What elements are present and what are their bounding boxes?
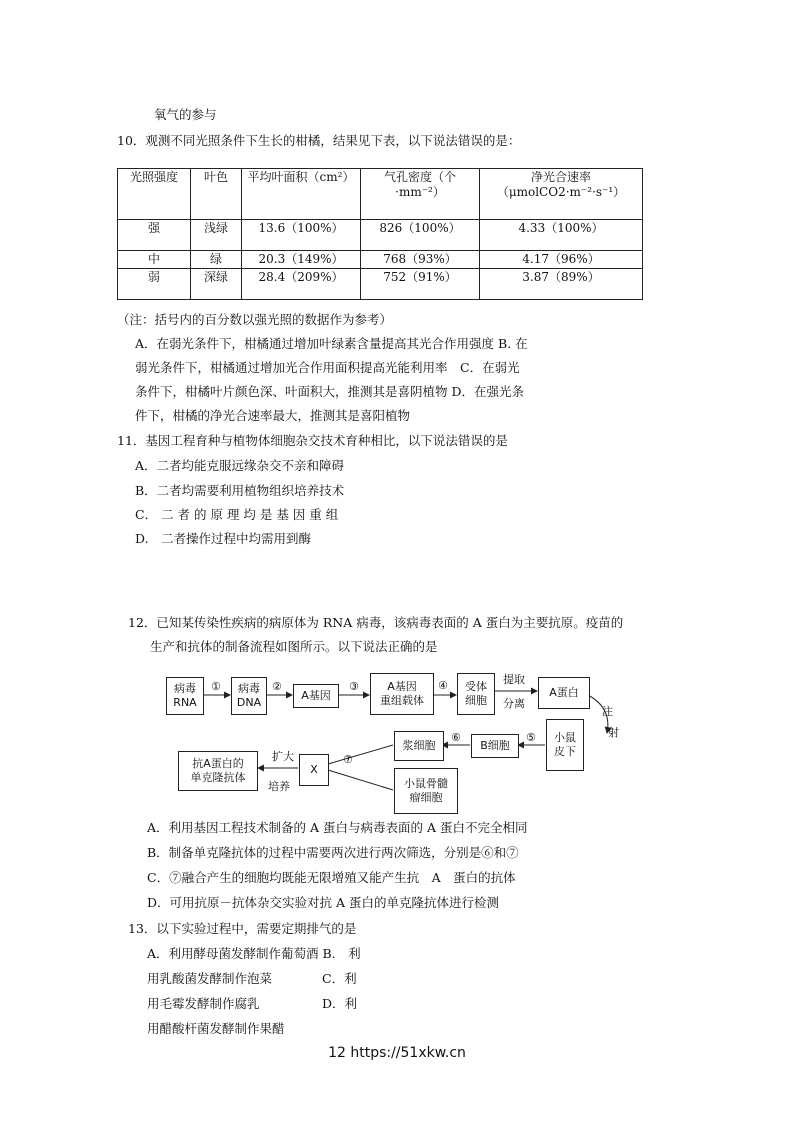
q13-option-line: 用醋酸杆菌发酵制作果醋	[147, 1021, 285, 1036]
q10-option-line: 条件下，柑橘叶片颜色深、叶面积大，推测其是喜阴植物 D．在强光条	[135, 384, 524, 399]
table-cell: 深绿	[191, 269, 242, 300]
mouse-subcutaneous-box: 小鼠 皮下	[546, 719, 584, 771]
recombinant-vector-box: A基因 重组载体	[370, 673, 434, 715]
protein-a-box: A蛋白	[538, 677, 590, 709]
q10-option-line: 件下，柑橘的净光合速率最大，推测其是喜阳植物	[135, 408, 411, 423]
q11-option-a: A．二者均能克服远缘杂交不亲和障碍	[135, 458, 345, 473]
inject-label-2: 射	[608, 726, 619, 739]
table-header-cell: 气孔密度（个·mm⁻²）	[361, 169, 480, 220]
b-cell-box: B细胞	[471, 734, 519, 758]
q12-stem-line2: 生产和抗体的制备流程如图所示。以下说法正确的是	[150, 639, 438, 654]
table-cell: 752（91%）	[361, 269, 480, 300]
q13-option-line: A．利用酵母菌发酵制作葡萄酒 B. 利	[147, 946, 361, 961]
step-4-label: ④	[438, 679, 448, 692]
q10-stem: 10．观测不同光照条件下生长的柑橘，结果见下表，以下说法错误的是：	[117, 133, 521, 148]
table-cell: 4.17（96%）	[480, 251, 643, 269]
q11-option-d: D. 二者操作过程中均需用到酶	[135, 531, 312, 546]
q11-stem: 11．基因工程育种与植物体细胞杂交技术育种相比，以下说法错误的是	[117, 433, 508, 448]
q13-stem: 13．以下实验过程中，需要定期排气的是	[128, 921, 357, 936]
virus-dna-box: 病毒 DNA	[231, 677, 267, 715]
table-header-cell: 净光合速率（μmolCO2·m⁻²·s⁻¹）	[480, 169, 643, 220]
q12-option-d: D．可用抗原－抗体杂交实验对抗 A 蛋白的单克隆抗体进行检测	[147, 895, 499, 910]
culture-label: 培养	[268, 780, 290, 793]
table-cell: 中	[118, 251, 191, 269]
step-7-label: ⑦	[343, 753, 353, 766]
table-header-cell: 叶色	[191, 169, 242, 220]
table-cell: 绿	[191, 251, 242, 269]
table-cell: 28.4（209%）	[242, 269, 361, 300]
q12-option-a: A．利用基因工程技术制备的 A 蛋白与病毒表面的 A 蛋白不完全相同	[147, 820, 528, 835]
table-cell: 13.6（100%）	[242, 220, 361, 251]
step-3-label: ③	[349, 680, 359, 693]
q11-option-b: B．二者均需要利用植物组织培养技术	[135, 483, 345, 498]
table-header-cell: 平均叶面积（cm²）	[242, 169, 361, 220]
purify-label: 分离	[503, 697, 525, 710]
table-header-cell: 光照强度	[118, 169, 191, 220]
step-5-label: ⑤	[526, 731, 536, 744]
recipient-cell-box: 受体 细胞	[457, 673, 495, 715]
q13-option-line: 用乳酸菌发酵制作泡菜 C．利	[147, 971, 357, 986]
table-cell: 弱	[118, 269, 191, 300]
q12-stem-line1: 12．已知某传染性疾病的病原体为 RNA 病毒，该病毒表面的 A 蛋白为主要抗原。疫苗的	[128, 615, 624, 630]
inject-label-1: 注	[602, 705, 613, 718]
q10-note: （注：括号内的百分数以强光照的数据作为参考）	[117, 312, 393, 327]
extract-label: 提取	[503, 673, 525, 686]
table-cell: 3.87（89%）	[480, 269, 643, 300]
hybrid-x-box: X	[299, 754, 329, 786]
gene-a-box: A基因	[293, 684, 339, 708]
virus-rna-box: 病毒 RNA	[166, 677, 204, 715]
table-cell: 强	[118, 220, 191, 251]
q12-option-b: B．制备单克隆抗体的过程中需要两次进行两次筛选，分别是⑥和⑦	[147, 845, 519, 860]
table-cell: 浅绿	[191, 220, 242, 251]
q12-option-c: C．⑦融合产生的细胞均既能无限增殖又能产生抗 A 蛋白的抗体	[147, 870, 516, 885]
myeloma-cell-box: 小鼠骨髓 瘤细胞	[394, 768, 458, 814]
plasma-cell-box: 浆细胞	[394, 731, 444, 761]
table-cell: 4.33（100%）	[480, 220, 643, 251]
q13-option-line: 用毛霉发酵制作腐乳 D．利	[147, 996, 358, 1011]
q11-option-c: C． 二 者 的 原 理 均 是 基 因 重 组	[135, 507, 339, 522]
q10-option-line: 弱光条件下，柑橘通过增加光合作用面积提高光能利用率 C．在弱光	[135, 360, 520, 375]
expand-label: 扩大	[272, 750, 294, 763]
page-footer: 12 https://51xkw.cn	[328, 1045, 466, 1061]
table-cell: 826（100%）	[361, 220, 480, 251]
monoclonal-antibody-box: 抗A蛋白的 单克隆抗体	[178, 751, 258, 791]
table-cell: 20.3（149%）	[242, 251, 361, 269]
step-2-label: ②	[272, 680, 282, 693]
step-1-label: ①	[211, 680, 221, 693]
continued-line: 氧气的参与	[154, 107, 217, 122]
step-6-label: ⑥	[451, 731, 461, 744]
q10-option-line: A．在弱光条件下，柑橘通过增加叶绿素含量提高其光合作用强度 B. 在	[135, 336, 528, 351]
table-cell: 768（93%）	[361, 251, 480, 269]
